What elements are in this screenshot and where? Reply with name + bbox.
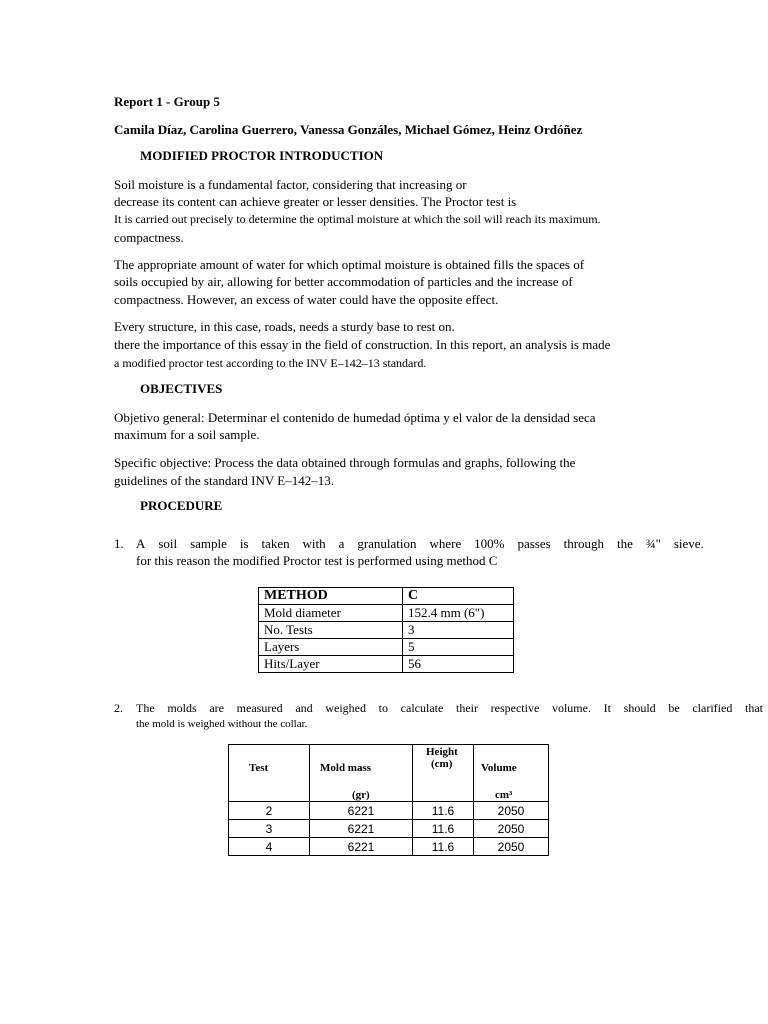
- word: granulation: [357, 536, 417, 551]
- volume-cell: 2050: [474, 820, 549, 838]
- section-heading-procedure: [136, 498, 222, 514]
- header-test-cell: [229, 745, 310, 802]
- step1-number: 1.: [114, 536, 124, 551]
- word: where: [429, 536, 462, 551]
- authors-line: Camila Díaz, Carolina Guerrero, Vanessa Gonzáles, Michael Gómez, Heinz Ordóñez: [114, 122, 583, 137]
- height-cell: 11.6: [413, 838, 474, 856]
- word: The: [136, 701, 155, 715]
- header-mold-mass-cell: [310, 745, 413, 802]
- section-heading-objectives-label: OBJECTIVES: [140, 381, 223, 396]
- test-cell: 4: [229, 838, 310, 856]
- method-table-label: Hits/Layer: [259, 656, 403, 673]
- word: with: [302, 536, 326, 551]
- word: weighed: [325, 701, 366, 715]
- mold-table-header-row: [229, 745, 549, 802]
- word: should: [623, 701, 656, 715]
- word: their: [455, 701, 478, 715]
- word: measured: [236, 701, 283, 715]
- table-row: [229, 802, 549, 820]
- table-row: [229, 820, 549, 838]
- header-volume-cell: [474, 745, 549, 802]
- word: to: [378, 701, 388, 715]
- intro-p2-line1: The appropriate amount of water for which optimal moisture is obtained fills the spaces of: [114, 257, 585, 272]
- word: clarified: [692, 701, 733, 715]
- method-table-value: C: [403, 588, 514, 605]
- method-table-row: [259, 639, 514, 656]
- word: passes: [517, 536, 551, 551]
- step2-number: 2.: [114, 701, 123, 715]
- header-height-unit: (cm): [431, 758, 453, 770]
- word: molds: [167, 701, 197, 715]
- intro-p1-line2: decrease its content can achieve greater or lesser densities. The Proctor test is: [114, 194, 517, 209]
- report-title: Report 1 - Group 5: [114, 94, 220, 109]
- method-table-row: [259, 656, 514, 673]
- word: A: [136, 536, 146, 551]
- step2-line2: the mold is weighed without the collar.: [136, 718, 308, 730]
- intro-p1-line1: Soil moisture is a fundamental factor, considering that increasing or: [114, 177, 467, 192]
- objective-general-line2: maximum for a soil sample.: [114, 427, 260, 442]
- word: respective: [490, 701, 540, 715]
- word: soil: [158, 536, 178, 551]
- section-heading-intro-label: MODIFIED PROCTOR INTRODUCTION: [140, 148, 384, 163]
- header-mold-mass-unit: (gr): [352, 789, 370, 801]
- word: It: [603, 701, 611, 715]
- header-volume: Volume: [481, 762, 517, 774]
- word: that: [745, 701, 763, 715]
- method-table-value: 152.4 mm (6"): [403, 605, 514, 622]
- section-heading-intro: [136, 148, 383, 164]
- test-cell: 2: [229, 802, 310, 820]
- word: volume.: [551, 701, 591, 715]
- word: through: [563, 536, 605, 551]
- word: is: [239, 536, 249, 551]
- volume-cell: 2050: [474, 838, 549, 856]
- method-table-label: Mold diameter: [259, 605, 403, 622]
- method-table-row: [259, 622, 514, 639]
- intro-p1-line4: compactness.: [114, 230, 184, 245]
- intro-p2-line3: compactness. However, an excess of water could have the opposite effect.: [114, 292, 499, 307]
- method-table-header-row: [259, 588, 514, 605]
- word: a: [338, 536, 345, 551]
- objective-specific-line2: guidelines of the standard INV E–142–13.: [114, 473, 334, 488]
- step2-line1: [136, 700, 763, 716]
- method-table-value: 56: [403, 656, 514, 673]
- mold-mass-cell: 6221: [310, 820, 413, 838]
- height-cell: 11.6: [413, 802, 474, 820]
- word: calculate: [400, 701, 444, 715]
- word: are: [209, 701, 224, 715]
- word: and: [295, 701, 313, 715]
- word: sieve.: [673, 536, 704, 551]
- word: sample: [190, 536, 227, 551]
- method-table-label: METHOD: [259, 588, 403, 605]
- intro-p3-line3: a modified proctor test according to the INV E–142–13 standard.: [114, 356, 427, 370]
- step1-line2: for this reason the modified Proctor test is performed using method C: [136, 553, 498, 568]
- method-table-row: [259, 605, 514, 622]
- method-table-label: No. Tests: [259, 622, 403, 639]
- mold-mass-cell: 6221: [310, 838, 413, 856]
- intro-p3-line2: there the importance of this essay in the field of construction. In this report, an analysis is made: [114, 337, 611, 352]
- word: ¾": [645, 536, 661, 551]
- volume-cell: 2050: [474, 802, 549, 820]
- word: be: [668, 701, 680, 715]
- mold-table: [228, 744, 549, 856]
- intro-p3-line1: Every structure, in this case, roads, needs a sturdy base to rest on.: [114, 319, 455, 334]
- method-table: [258, 587, 514, 673]
- word: taken: [261, 536, 290, 551]
- method-table-value: 5: [403, 639, 514, 656]
- header-height: Height: [426, 746, 458, 758]
- method-table-value: 3: [403, 622, 514, 639]
- intro-p1-line3: It is carried out precisely to determine the optimal moisture at which the soil will reach its maximum.: [114, 212, 601, 226]
- objective-specific-line1: Specific objective: Process the data obtained through formulas and graphs, following the: [114, 455, 576, 470]
- step1-line1: [136, 535, 704, 552]
- header-height-cell: [413, 745, 474, 802]
- intro-p2-line2: soils occupied by air, allowing for better accommodation of particles and the increase of: [114, 274, 573, 289]
- word: 100%: [474, 536, 505, 551]
- objective-general-line1: Objetivo general: Determinar el contenido de humedad óptima y el valor de la densidad seca: [114, 410, 596, 425]
- header-test: Test: [249, 762, 269, 774]
- height-cell: 11.6: [413, 820, 474, 838]
- table-row: [229, 838, 549, 856]
- test-cell: 3: [229, 820, 310, 838]
- word: the: [617, 536, 633, 551]
- section-heading-objectives: [136, 381, 222, 397]
- header-mold-mass: Mold mass: [320, 762, 372, 774]
- section-heading-procedure-label: PROCEDURE: [140, 498, 223, 513]
- mold-mass-cell: 6221: [310, 802, 413, 820]
- method-table-label: Layers: [259, 639, 403, 656]
- header-volume-unit: cm³: [495, 789, 513, 801]
